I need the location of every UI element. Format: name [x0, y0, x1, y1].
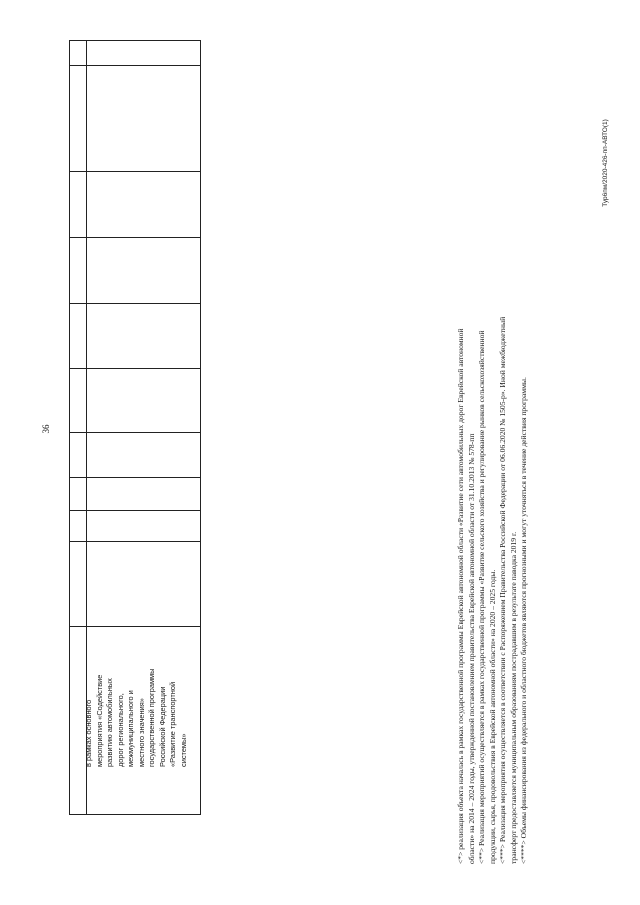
footnote-line: <**> Реализация мероприятий осуществляется в рамках государственной программы «Развитие сельского хозяйства и регулирование рынков сельскохозяйственной [477, 330, 486, 864]
table-cell-description [84, 620, 188, 767]
footnote-line: продукции, сырья, продовольствия в Еврейской автономной области» на 2020 – 2025 годы. [487, 569, 497, 864]
footnote-line: трансферт предоставляется муниципальным образованиям пострадавшим в результате паводка 2019 г. [508, 531, 518, 864]
footnote-line: области» на 2014 – 2024 годы, утвержденной постановлением правительства Еврейской автономной области от 31.10.2013 № 578-пп [466, 433, 476, 864]
footnote-line: <*> реализация объекта началась в рамках государственной программы Еврейской автономной области «Развитие сети автомобильных дорог Еврейской автономной [456, 328, 465, 864]
cell-line: государственной программы [147, 668, 156, 767]
cell-line: местного значения» [136, 698, 146, 767]
table-row-line [70, 477, 200, 478]
cell-line: системы» [178, 733, 188, 767]
table-row-line [70, 510, 200, 511]
cell-line: в рамках основного [84, 699, 93, 767]
cell-line: «Развитие транспортной [168, 681, 177, 767]
cell-line: мероприятия «Содействие [94, 674, 104, 767]
table-row-line [70, 171, 200, 172]
table-row-line [70, 303, 200, 304]
table-row-line [70, 368, 200, 369]
cell-line: дорог регионального, [115, 693, 125, 767]
page-number: 36 [41, 424, 51, 434]
cell-line: развитию автомобильных [105, 678, 114, 767]
footnotes [456, 152, 556, 864]
document-id: Тур6пм/2020-426-пп-АВТО(1) [602, 119, 609, 207]
cell-line: межмуниципального и [126, 690, 135, 767]
cell-line: Российской Федерации [157, 686, 167, 767]
table-row-line [70, 237, 200, 238]
footnote-line: <****> Объемы финансирования из федерального и областного бюджетов являются прогнозными и могут уточняться в течение действия программы. [519, 377, 528, 864]
table-row-line [70, 65, 200, 66]
table-row-line [70, 432, 200, 433]
table-row-line [70, 541, 200, 542]
footnote-line: <***> Реализация мероприятия осуществляется в соответствии с Распоряжением Правительства Российской Федерации от 06.06.2020 № 1505-р». Иной межбюджетный [498, 316, 507, 864]
